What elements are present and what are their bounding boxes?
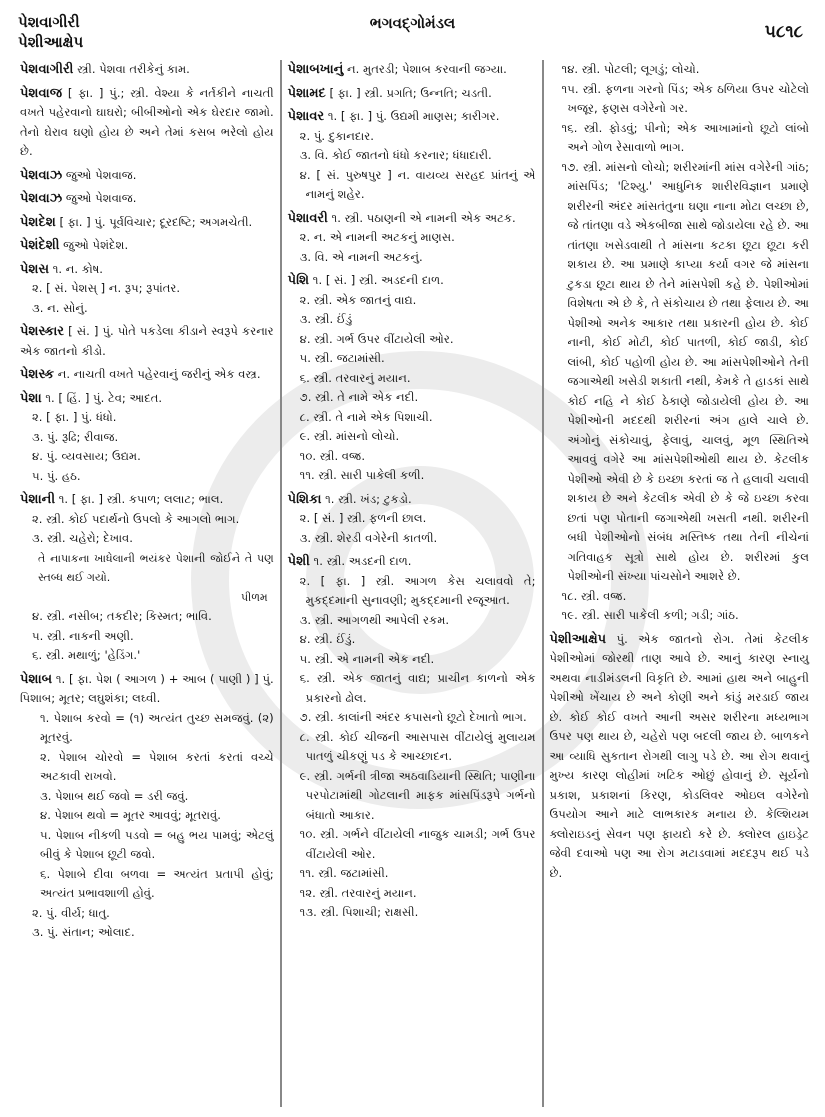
dictionary-entry <box>550 630 809 884</box>
idiom-item: ૬. પેશાબે દીવા બળવા = અત્યંત પ્રતાપી હોવું; અત્યંત પ્રભાવશાળી હોવું. <box>40 866 274 900</box>
definition-text: ૧. સ્ત્રી. અડદની દાળ. <box>313 554 412 568</box>
sense-item: ૨. [ ફા. ] સ્ત્રી. આગળ કેસ ચલાવવો તે; મુકદ્દમાની સુનાવણી; મુકદ્દમાની રજૂઆત. <box>299 573 536 607</box>
dictionary-entry <box>20 322 274 361</box>
headword: પેશવાઝ <box>20 191 63 206</box>
definition-text: જુઓ પેશવાજ. <box>65 167 137 182</box>
dictionary-entry <box>20 84 274 162</box>
dictionary-entry <box>288 209 536 268</box>
headword: પેશીઆક્ષેપ <box>549 631 607 647</box>
sense-item: ૧૪. સ્ત્રી. પોટલી; લૂગડું; લોચો. <box>561 62 700 76</box>
sense-item: ૩. સ્ત્રી. શેરડી વગેરેની કાતળી. <box>299 530 438 545</box>
definition-text: [ ફા. ] પું. પૂર્વવિચાર; દૂરદષ્ટિ; અગમચેતી. <box>59 214 253 229</box>
sense-item: ૧૦. સ્ત્રી. ગર્ભને વીંટાયેલી નાજુક ચામડી; ગર્ભ ઉપર વીંટાયેલી ઓર. <box>299 827 536 861</box>
sense-item: ૯. સ્ત્રી. ગર્ભની ત્રીજા અઠવાડિયાની સ્થિતિ; પાણીના પરપોટામાંથી ગોટલાની માફક માંસપિંડરૂપે ગર્ભનો બંધાતો આકાર. <box>299 768 536 822</box>
definition-text: ૧. [ ફા. ] પું. ઉદ્યમી માણસ; કારીગર. <box>327 109 500 123</box>
idiom-item: ૫. પેશાબ નીકળી પડવો = બહુ ભય પામવું; એટલું બીવું કે પેશાબ છૂટી જવો. <box>40 827 274 861</box>
headword: પેશવાઝ <box>20 167 63 183</box>
sense-item: ૧૫. સ્ત્રી. ફળના ગરનો પિંડ; એક ઠળિયા ઉપર ચોટેલો ખજૂર, ફણસ વગેરેનો ગર. <box>561 81 809 115</box>
entry-head-line <box>20 365 274 385</box>
sense-item: ૩. પું. રૂઢિ; રીવાજ. <box>32 429 119 444</box>
sense-item: ૨. ન. એ નામની અટકનું માણસ. <box>299 230 455 244</box>
sense-item: ૩. ન. સોનું. <box>32 300 88 315</box>
dictionary-entry <box>288 60 536 80</box>
entry-head-line <box>20 236 274 256</box>
dictionary-entry <box>20 236 274 256</box>
dictionary-entry <box>288 271 536 486</box>
sense-item: ૭. સ્ત્રી. કાલાંની અંદર કપાસનો છૂટો દેખાતો ભાગ. <box>299 710 527 724</box>
definition-text: સ્ત્રી. પેશવા તરીકેનું કામ. <box>77 62 190 76</box>
sense-item: ૪. [ સં. પુરુષપુર ] ન. વાયવ્ય સરહદ પ્રાંતનું એ નામનું શહેર. <box>299 167 536 201</box>
guide-word-first: પેશવાગીરી <box>18 13 80 31</box>
idiom-item: ૪. પેશાબ થવો = મૂતર આવવું; મૂતરાવું. <box>40 808 221 822</box>
headword: પેશવાજ <box>20 85 63 101</box>
sense-item: ૧૭. સ્ત્રી. માંસનો લોચો; શરીરમાંની માંસ વગેરેની ગાંઠ; માંસપિંડ; 'ટિશ્યુ.' આધુનિક શારીરવિજ્ઞાન પ્રમાણે શરીરની અંદર માંસતંતુના ઘણા નાના મોટા લચ્છા છે, જે તાંતણા વડે એકબીજા સાથે જોડાયેલા રહે છે. આ તાંતણા ખસેડવાથી તે માંસના કટકા છૂટા છૂટા કરી શકાય છે. આ પ્રમાણે કાપ્યા કર્યા વગર જે માંસના ટુકડા છૂટા થાય છે તેને માંસપેશી કહે છે. પેશીઓમાં વિશેષતા એ છે કે, તે સંકોચાય છે તથા ફેલાય છે. આ પેશીઓ અનેક આકાર તથા પ્રકારની હોય છે. કોઈ નાની, કોઈ મોટી, કોઈ પાતળી, કોઈ જાડી, કોઈ લાંબી, કોઈ પહોળી હોય છે. આ માંસપેશીઓને તેની જગાએથી ખસેડી શકાતી નથી, કેમકે તે હાડકાં સાથે કોઈ નહિ ને કોઈ ઠેકાણે જોડાયેલી હોય છે. આ પેશીઓની મદદથી શરીરનાં અંગ હાલે ચાલે છે. અંગોનું સંકોચાવું, ફેલાવું, ચાલવું, મૂળ સ્થિતિએ આવવું વગેરે આ માંસપેશીઓથી થાય છે. કેટલીક પેશીઓ એવી છે કે ઇચ્છા કરતાં જ તે હલાવી ચલાવી શકાય છે અને કેટલીક એવી છે કે જે ઇચ્છા કરવા છતાં પણ પોતાની જગાએથી ખસતી નથી. શરીરની બધી પેશીઓનો સંબંધ મસ્તિષ્ક તથા તેની નીચેનાં ગતિવાહક સૂત્રો સાથે હોય છે. શરીરમાં કુલ પેશીઓની સંખ્યા પાંચસોને આશરે છે. <box>561 159 809 583</box>
entry-head-line <box>20 322 274 361</box>
sense-item: ૧૧. સ્ત્રી. જટામાંસી. <box>299 866 389 880</box>
headword: પેશા <box>20 390 42 406</box>
idiom-item: ૧. પેશાબ કરવો = (૧) અત્યંત તુચ્છ સમજવું. (૨) મૂતરવું. <box>40 710 274 744</box>
sense-item: ૪. પું. વ્યવસાય; ઉદ્યમ. <box>32 449 141 463</box>
definition-text: [ ફા. ] સ્ત્રી. પ્રગતિ; ઉન્નતિ; ચડતી. <box>329 85 492 100</box>
headword: પેશાવરી <box>287 210 328 226</box>
entry-head-line <box>288 209 536 229</box>
definition-text: ૧. સ્ત્રી. ખંડ; ટુકડો. <box>325 491 412 506</box>
entry-head-line <box>20 84 274 162</box>
headword: પેશસ્કાર <box>20 324 64 339</box>
sense-item: ૨. સ્ત્રી. એક જાતનું વાદ્ય. <box>299 292 417 307</box>
definition-text: ૧. [ ફા. પેશ ( આગળ ) + આબ ( પાણી ) ] પું. પિશાબ; મૂતર; લઘુશંકા; લઘ્વી. <box>20 671 274 705</box>
dictionary-entry <box>20 490 274 666</box>
sense-item: ૩. સ્ત્રી. આગળથી આપેલી રકમ. <box>299 612 450 627</box>
headword: પેશાબખાનું <box>287 62 344 77</box>
headword: પેશી <box>287 554 310 569</box>
quote-text: તે નાપાકના ખાધેલાની ભયંકર પેશાની જોઈને તે પણ સ્તબ્ધ થઈ ગયો. <box>38 551 274 584</box>
idiom-item: ૩. પેશાબ થઈ જવો = ડરી જવું. <box>40 788 189 803</box>
sense-item: ૨. પું. દુકાનદાર. <box>299 128 374 143</box>
entry-head-line <box>288 107 536 127</box>
sense-item: ૧૨. સ્ત્રી. તરવારનું મયાન. <box>299 885 417 900</box>
sense-item: ૧૬. સ્ત્રી. ફોડવું; પીનો; એક આખામાંનો છૂટો લાંબો અને ગોળ રેસાવાળો ભાગ. <box>561 120 809 154</box>
sense-item: ૨. [ સં. ] સ્ત્રી. ફળની છાલ. <box>299 511 427 525</box>
sense-item: ૩. સ્ત્રી. ચહેરો; દેખાવ. <box>32 531 133 545</box>
dictionary-entry <box>288 84 536 104</box>
sense-item: ૯. સ્ત્રી. માંસનો લોચો. <box>299 429 400 443</box>
dictionary-entry <box>20 670 274 943</box>
definition-text: પું. એક જાતનો રોગ. તેમાં કેટલીક પેશીઓમાં જોરથી તાણ આવે છે. આનું કારણ સ્નાયુ અથવા નાડીમંડલની વિકૃતિ છે. આમાં હાથ અને બાહુની પેશીઓ ખેંચાય છે અને કોણી અને કાંડું મરડાઈ જાય છે. કોઈ કોઈ વખતે આની અસર શરીરના મધ્યભાગ ઉપર પણ થાય છે, ચહેરો પણ બદલી જાય છે. બાળકને આ વ્યાધિ સુકતાન રોગથી લાગુ પડે છે. આ રોગ થવાનું મુખ્ય કારણ લોહીમાં ખટિક ઓછું હોવાનું છે. સૂર્યનો પ્રકાશ, પ્રકાશનાં કિરણ, કોડલિવર ઓઇલ વગેરેનો ઉપયોગ આને માટે લાભકારક મનાય છે. કેલ્શિયમ ક્લોરાઇડનું સેવન પણ ફાયદો કરે છે. ક્લોરલ હાઇડ્રેટ જેવી દવાઓ પણ આ રોગ મટાડવામાં મદદરૂપ થઈ પડે છે. <box>549 631 810 880</box>
dictionary-entry <box>288 490 536 549</box>
entry-head-line <box>288 552 536 572</box>
headword: પેશવાગીરી <box>20 62 74 77</box>
sense-item: ૫. પું. હઠ. <box>32 468 81 483</box>
entry-head-line <box>288 60 536 80</box>
entry-head-line <box>20 389 274 409</box>
entry-head-line <box>288 490 536 510</box>
quote-source: પીળમ <box>241 590 268 604</box>
sense-item: ૧૩. સ્ત્રી. પિશાચી; રાક્ષસી. <box>299 905 419 919</box>
definition-text: [ ફા. ] પું.; સ્ત્રી. વેશ્યા કે નર્તકીને નાચતી વખતે પહેરવાનો ઘાઘરો; બીબીઓનો એક ઘેરદાર જામો. તેનો ઘેરાવ ઘણો હોય છે અને તેમાં કસબ ભરેલો હોય છે. <box>20 85 274 158</box>
sense-item: ૧૮. સ્ત્રી. વજ્ર. <box>561 588 627 603</box>
headword: પેશસ <box>20 261 49 277</box>
dictionary-entry <box>20 365 274 385</box>
entry-head-line <box>20 260 274 280</box>
sense-item: ૨. પું. વીર્ય; ધાતુ. <box>32 905 110 920</box>
dictionary-entry <box>20 166 274 186</box>
definition-text: [ સં. ] પું. પોતે પકડેલા કીડાને સ્વરૂપે કરનાર એક જાતનો કીડો. <box>20 324 274 358</box>
entry-head-line <box>20 189 274 209</box>
headword: પેશદેશ <box>20 214 56 230</box>
definition-text: ૧. ન. કોષ. <box>52 261 103 276</box>
headword: પેશાવર <box>287 109 325 124</box>
sense-item: ૮. સ્ત્રી. કોઈ ચીજની આસપાસ વીંટાયેલું મુલાયમ પાતળું ચીકણું પડ કે આચ્છાદન. <box>299 729 536 763</box>
sense-item: ૫. સ્ત્રી. જટામાંસી. <box>299 351 385 365</box>
headword: પેશિ <box>287 273 310 288</box>
definition-text: ૧. સ્ત્રી. પઠાણની એ નામની એક અટક. <box>331 210 516 225</box>
sense-item: ૩. સ્ત્રી. ઈંડું <box>299 312 353 326</box>
sense-item: ૧૧. સ્ત્રી. સારી પાકેલી કળી. <box>299 468 425 482</box>
sense-item: ૪. સ્ત્રી. ગર્ભ ઉપર વીંટાયેલી ઓર. <box>299 331 454 346</box>
sense-item: ૨. સ્ત્રી. કોઈ પદાર્થનો ઉપલો કે આગલો ભાગ. <box>32 511 240 526</box>
definition-text: ન. નાચતી વખતે પહેરવાનું જરીનું એક વસ્ત્ર. <box>57 367 261 381</box>
entry-head-line <box>20 213 274 233</box>
sense-item: ૪. સ્ત્રી. નસીબ; તકદીર; કિસ્મત; ભાવિ. <box>32 609 212 623</box>
sense-item: ૪. સ્ત્રી. ઈંડું. <box>299 632 356 646</box>
guide-word-last: પેશીઆક્ષેપ <box>18 33 84 51</box>
definition-text: ૧. [ ફા. ] સ્ત્રી. કપાળ; લલાટ; ભાલ. <box>58 492 224 506</box>
entry-head-line <box>288 84 536 104</box>
entry-head-line <box>20 490 274 510</box>
entry-head-line <box>20 670 274 709</box>
headword: પેશાની <box>20 492 56 507</box>
dictionary-title: ભગવદ્ગોમંડલ <box>369 14 456 32</box>
dictionary-entry <box>288 107 536 205</box>
sense-item: ૩. વિ. કોઈ જાતનો ધંધો કરનાર; ધંધાદારી. <box>299 148 492 162</box>
dictionary-entry <box>20 189 274 209</box>
definition-text: ન. મુતરડી; પેશાબ કરવાની જગ્યા. <box>347 62 507 76</box>
sense-item: ૨. [ સં. પેશસ્ ] ન. રૂપ; રૂપાંતર. <box>32 281 181 295</box>
sense-item: ૩. પું. સંતાન; ઓલાદ. <box>32 925 135 939</box>
definition-text: ૧. [ હિં. ] પું. ટેવ; આદત. <box>45 390 163 405</box>
entry-head-line <box>288 271 536 291</box>
definition-text: જુઓ પેશવાજ. <box>65 191 137 205</box>
sense-item: ૬. સ્ત્રી. તરવારનું મયાન. <box>299 370 411 385</box>
sense-item: ૬. સ્ત્રી. મથાળું; 'હેડિંગ.' <box>32 648 141 662</box>
sense-item: ૧૯. સ્ત્રી. સારી પાકેલી કળી; ગડી; ગાંઠ. <box>561 608 739 622</box>
entry-head-line <box>20 60 274 80</box>
column-2 <box>280 60 542 1107</box>
entry-head-line <box>20 166 274 186</box>
dictionary-entry <box>550 60 809 626</box>
headword: પેશસ્ક <box>20 367 55 382</box>
dictionary-entry <box>20 213 274 233</box>
dictionary-entry <box>288 552 536 923</box>
column-3 <box>542 60 815 1107</box>
entry-head-line <box>550 630 809 884</box>
sense-item: ૧૦. સ્ત્રી. વજ્ર. <box>299 448 366 463</box>
sense-item: ૭. સ્ત્રી. તે નામે એક નદી. <box>299 390 419 404</box>
dictionary-columns <box>14 60 815 1107</box>
page-number: ૫૮૧૮ <box>764 22 803 42</box>
sense-item: ૫. સ્ત્રી. નાકની અણી. <box>32 628 134 643</box>
sense-item: ૩. વિ. એ નામની અટકનું. <box>299 249 423 264</box>
column-1 <box>14 60 280 1107</box>
sense-item: ૫. સ્ત્રી. એ નામની એક નદી. <box>299 651 435 666</box>
definition-text: જુઓ પેશંદેશ. <box>63 238 129 252</box>
idiom-item: ૨. પેશાબ ચોરવો = પેશાબ કરતાં કરતાં વચ્ચે અટકાવી રાખવો. <box>40 749 274 783</box>
headword: પેશિકા <box>287 491 322 507</box>
sense-item: ૨. [ ફા. ] પું. ધંધો. <box>32 410 117 424</box>
sense-item: ૮. સ્ત્રી. તે નામે એક પિશાચી. <box>299 409 433 424</box>
definition-text: ૧. [ સં. ] સ્ત્રી. અડદની દાળ. <box>312 273 444 287</box>
dictionary-entry <box>20 389 274 487</box>
dictionary-entry <box>20 60 274 80</box>
usage-quote <box>20 549 274 608</box>
headword: પેશામદ <box>287 85 326 101</box>
headword: પેશાબ <box>20 671 53 687</box>
sense-item: ૬. સ્ત્રી. એક જાતનું વાદ્ય; પ્રાચીન કાળનો એક પ્રકારનો ઢોલ. <box>299 671 536 705</box>
headword: પેશંદેશી <box>20 238 60 253</box>
dictionary-entry <box>20 260 274 319</box>
